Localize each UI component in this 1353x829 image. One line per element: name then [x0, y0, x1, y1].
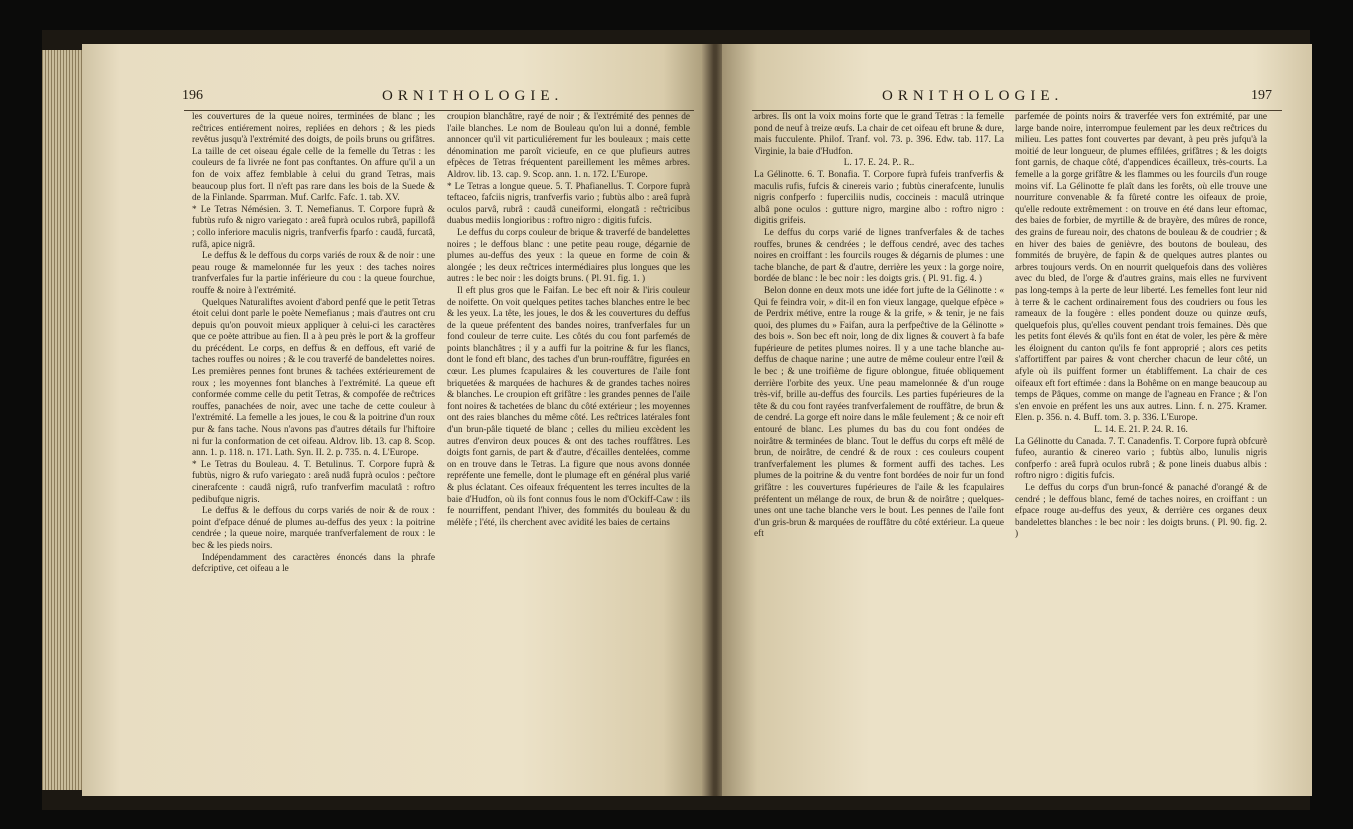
- right-column-2: [1015, 112, 1267, 541]
- left-column-2: [447, 112, 690, 529]
- measurements: L. 14. E. 21. P. 24. R. 16.: [1094, 425, 1188, 436]
- species-entry: * Le Tetras a longue queue. 5. T. Phafianellus. T. Corpore fuprà teftaceo, fafciis nigris, tranfverfis vario ; fubtùs albo : areâ fuprà oculos parvâ, rubrâ : caudâ cuneiformi, elongatâ : reĉtricibus duabus mediis longioribus : roftro nigro : digitis fufcis.: [447, 181, 690, 227]
- left-header: [182, 88, 702, 110]
- paragraph: Le deffus du corps varié de lignes tranfverfales & de taches rouffes, brunes & cendrées ; le deffous cendré, avec des taches noires en croiffant : les fourcils rouges & dégarnis de plumes : une tache blanche, de part & d'autre, derrière les yeux : la gorge noire, bordée de blanc : le bec noir : les doigts gris. ( Pl. 91. fig. 4. ): [754, 227, 1004, 285]
- running-head: ORNITHOLOGIE.: [882, 88, 1064, 104]
- paragraph: parfemée de points noirs & traverfée vers fon extrémité, par une large bande noire, interrompue feulement par les deux reĉtrices du milieu. Les pattes font couvertes par devant, à peu près jufqu'à la moitié de leur longueur, de plumes effilées, grifâtres ; & les doigts font garnis, de chaque côté, d'appendices écailleux, très-courts. La femelle a la gorge grifâtre & les flammes ou les fourcils d'un rouge moins vif. La Gélinotte fe plaît dans les forêts, où elle trouve une nourriture convenable & fa fûreté contre les oifeaux de proie, qu'elle redoute extrêmement : on trouve en été dans leur eftomac, des baies de forbier, de myrtille & de brayère, des mûres de ronce, des grains de fureau noir, des chatons de bouleau & de coudrier ; & en hiver des baies de genièvre, des boutons de bouleau, des fommités de bruyère, de fapin & de quelques autres plantes ou arbres toujours verds. On en nourrit quelquefois dans des volières avec du bled, de l'orge & d'autres grains, mais elles ne furvivent pas long-temps à la perte de leur liberté. Les femelles font leur nid à terre & le cachent ordinairement fous des coudriers ou fous les rameaux de la fougère : elles pondent douze ou quinze œufs, quelquefois plus, qu'elles couvent pendant trois femaines. Dès que les petits font élevés & qu'ils font en état de voler, les père & mère les éloignent du canton qu'ils fe font approprié ; alors ces petits s'affortiffent par paires & vont chercher chacun de leur côté, un afyle où ils puiffent former un établiffement. La chair de ces oifeaux eft fort eftimée : dans la Bohême on en mange beaucoup au temps de Pâques, comme on mange de l'agneau en France ; & l'on s'en envoie en préfent les uns aux autres. Linn. f. n. 275. Kramer. Elen. p. 356. n. 4. Buff. tom. 3. p. 336. L'Europe.: [1015, 112, 1267, 424]
- species-entry: La Gélinotte. 6. T. Bonafia. T. Corpore fuprà fufeis tranfverfis & maculis rufis, fufcis & cinereis vario ; fubtùs cinerafcente, lunulis nigris confperfo : fuperciliis nudis, coccineis : maculâ utrinque albâ pone oculos : gutture nigro, margine albo : roftro nigro : digitis grifeis.: [754, 169, 1004, 227]
- paragraph: Belon donne en deux mots une idée fort jufte de la Gélinotte : « Qui fe feindra voir, » dit-il en fon vieux langage, quelque efpèce » de Perdrix métive, entre la rouge & la grife, » & tenir, je ne fais quoi, des plumes du » Faifan, aura la perfpeĉtive de la Gélinotte » des bois ». Son bec eft noir, long de dix lignes & couvert à fa bafe fupérieure de petites plumes noires. Il y a une tache blanche au-deffus de chaque narine ; une autre de même couleur entre l'œil & le bec ; & une troifième de figure oblongue, fituée obliquement derrière l'orbite des yeux. Une peau mamelonnée & d'un rouge très-vif, brille au-deffus des fourcils. Les parties fupérieures de la tête & du cou font rayées tranfverfalement de rouffâtre, de brun & de cendré. La gorge eft noire dans le mâle feulement ; & ce noir eft entouré de blanc. Les plumes du bas du cou font ondées de noirâtre & terminées de blanc. Tout le deffus du corps eft mêlé de brun, de noirâtre, de cendré & de roux : ces couleurs coupent tranfverfalement les plumes & forment auffi des taches. Les plumes de la poitrine & du ventre font bordées de noir fur un fond grifâtre : les couvertures fupérieures de l'aile & les fcapulaires préfentent un mélange de roux, de brun & de noirâtre ; quelques-unes ont une tache blanche vers le bout. Les pennes de l'aile font d'un gris-brun & marquées de rouffâtre du côté extérieur. La queue eft: [754, 285, 1004, 540]
- paragraph: Le deffus & le deffous du corps variés de noir & de roux : point d'efpace dénué de plumes au-deffus des yeux : la poitrine cendrée ; la queue noire, marquée tranfverfalement de roux : le bec & les pieds noirs.: [192, 506, 435, 551]
- species-entry: * Le Tetras Némésien. 3. T. Nemefianus. T. Corpore fuprà & fubtùs rufo & nigro variegato : areâ fuprà oculos rubrâ, papillofâ ; collo inferiore maculis nigris, tranfverfis fparfo : caudâ, furcatâ, rufâ, apice nigrâ.: [192, 204, 435, 250]
- right-column-1: [754, 112, 1004, 541]
- left-page: [82, 44, 707, 796]
- page-edges-left: [42, 50, 82, 790]
- measurements: L. 17. E. 24. P.. R..: [843, 158, 915, 169]
- paragraph: Le deffus & le deffous du corps variés de roux & de noir : une peau rouge & mamelonnée fur les yeux : des taches noires tranfverfales fur la partie inférieure du cou : la queue fourchue, rouffe & noire à l'extrémité.: [192, 251, 435, 296]
- open-book: [42, 30, 1310, 810]
- paragraph: arbres. Ils ont la voix moins forte que le grand Tetras : la femelle pond de neuf à treize œufs. La chair de cet oifeau eft brune & dure, mais fucculente. Philof. Tranf. vol. 73. p. 396. Edw. tab. 117. La Virginie, la baie d'Hudfon.: [754, 112, 1004, 157]
- header-rule: [184, 110, 694, 111]
- right-header: [752, 88, 1282, 110]
- species-entry: La Gélinotte du Canada. 7. T. Canadenfis. T. Corpore fuprà obfcurè fufeo, aurantio & cinereo vario ; fubtùs albo, lunulis nigris confperfo : areâ fuprà oculos rubrâ ; & pone lineis duabus albis : roftro nigro : digitis fufcis.: [1015, 436, 1267, 482]
- paragraph: Indépendamment des caractères énoncés dans la phrafe defcriptive, cet oifeau a le: [192, 552, 435, 575]
- paragraph: les couvertures de la queue noires, terminées de blanc ; les reĉtrices entiérement noires, repliées en dehors ; & les pieds revêtus jusqu'à l'extrémité des doigts, de poils bruns ou grifâtres. La taille de cet oiseau égale celle de la femelle du Tetras : les couleurs de fa livrée ne font pas conftantes. On affure qu'il a un fon de voix affez femblable à celui du grand Tetras, mais beaucoup plus fort. Il n'eft pas rare dans les bois de la Suede & de la Finlande. Sparrman. Muf. Carlfc. Fafc. 1. tab. XV.: [192, 112, 435, 204]
- running-head: ORNITHOLOGIE.: [382, 88, 564, 104]
- paragraph: croupion blanchâtre, rayé de noir ; & l'extrémité des pennes de l'aile blanches. Le nom de Bouleau qu'on lui a donné, femble annoncer qu'il vit particuliérement fur les bouleaux ; mais cette dénomination me paroît vicieufe, en ce que plufieurs autres efpèces de Tetras fréquentent pareillement les mêmes arbres. Aldrov. lib. 13. cap. 9. Scop. ann. 1. n. 172. L'Europe.: [447, 112, 690, 180]
- page-number: 197: [1251, 88, 1272, 103]
- species-entry: * Le Tetras du Bouleau. 4. T. Betulinus. T. Corpore fuprà & fubtùs, nigro & rufo variegato : areâ nudâ fuprà oculos : peĉtore cinerafcente : caudâ nigrâ, rufo tranfverfim maculatâ : roftro pedibufque nigris.: [192, 459, 435, 505]
- header-rule: [752, 110, 1282, 111]
- paragraph: Quelques Naturaliftes avoient d'abord penfé que le petit Tetras étoit celui dont parle le poète Nemefianus ; mais d'autres ont cru depuis qu'on pouvoit mieux appliquer à celui-ci les caractères que ce poète attribue au fien. Il a à peu près le port & la groffeur du précédent. Le corps, en deffus & en deffous, eft varié de taches rouffes ou noires ; & le cou traverfé de bandelettes noires. Les premières pennes font brunes & tachées extérieurement de roux ; les moyennes font blanches à l'extrémité. La queue eft conformée comme celle du petit Tetras, & compofée de reĉtrices rouffes, panachées de noir, avec une tache de cette couleur à l'extrémité. La femelle a les joues, le cou & la poitrine d'un roux pur & fans tache. Nous n'avons pas d'autres détails fur l'hiftoire ni fur la conformation de cet oifeau. Aldrov. lib. 13. cap 8. Scop. ann. 1. p. 118. n. 171. Lath. Syn. II. 2. p. 735. n. 4. L'Europe.: [192, 297, 435, 459]
- paragraph: Le deffus du corps d'un brun-foncé & panaché d'orangé & de cendré ; le deffous blanc, femé de taches noires, en croiffant : un efpace rouge au-deffus des yeux, & derrière ces organes deux bandelettes blanches : le bec noir : les doigts bruns. ( Pl. 90. fig. 2. ): [1015, 483, 1267, 540]
- paragraph: Il eft plus gros que le Faifan. Le bec eft noir & l'iris couleur de noifette. On voit quelques petites taches blanches entre le bec & les yeux. La tête, les joues, le dos & les couvertures du deffus de la queue préfentent des bandes noires, tranfverfales fur un fond couleur de terre cuite. Les côtés du cou font parfemés de points blanchâtres ; il y a auffi fur la poitrine & fur les flancs, dont le fond eft blanc, des taches d'un brun-rouffâtre, figurées en cœur. Les plumes fcapulaires & les couvertures de l'aile font briquetées & marquées de hachures & de grandes taches noires & blanches. Le croupion eft grifâtre : les grandes pennes de l'aile font noires & tachetées de blanc du côté extérieur ; les moyennes ont des raies blanches du même côté. Les reĉtrices latérales font d'un brun-pâle tiqueté de blanc ; celles du milieu excèdent les autres d'environ deux pouces & ont des taches rouffâtres. Les doigts font garnis, de part & d'autre, d'écailles dentelées, comme on en trouve dans le Tetras. La figure que nous avons donnée repréfente une femelle, dont le plumage eft en général plus varié & plus éclatant. Ces oifeaux fréquentent les terres incultes de la baie d'Hudfon, où ils font connus fous le nom d'Ockiff-Caw : ils fe nourriffent, pendant l'hiver, des fommités du bouleau & du mélèfe ; l'été, ils cherchent avec avidité les baies de certains: [447, 285, 690, 528]
- right-page: [722, 44, 1312, 796]
- left-column-1: [192, 112, 435, 576]
- paragraph: Le deffus du corps couleur de brique & traverfé de bandelettes noires ; le deffous blanc : une petite peau rouge, dégarnie de plumes au-deffus des yeux : la queue en forme de coin & alongée ; les deux reĉtrices intermédiaires plus longues que les autres : le bec noir : les doigts bruns. ( Pl. 91. fig. 1. ): [447, 227, 690, 285]
- page-number: 196: [182, 88, 203, 103]
